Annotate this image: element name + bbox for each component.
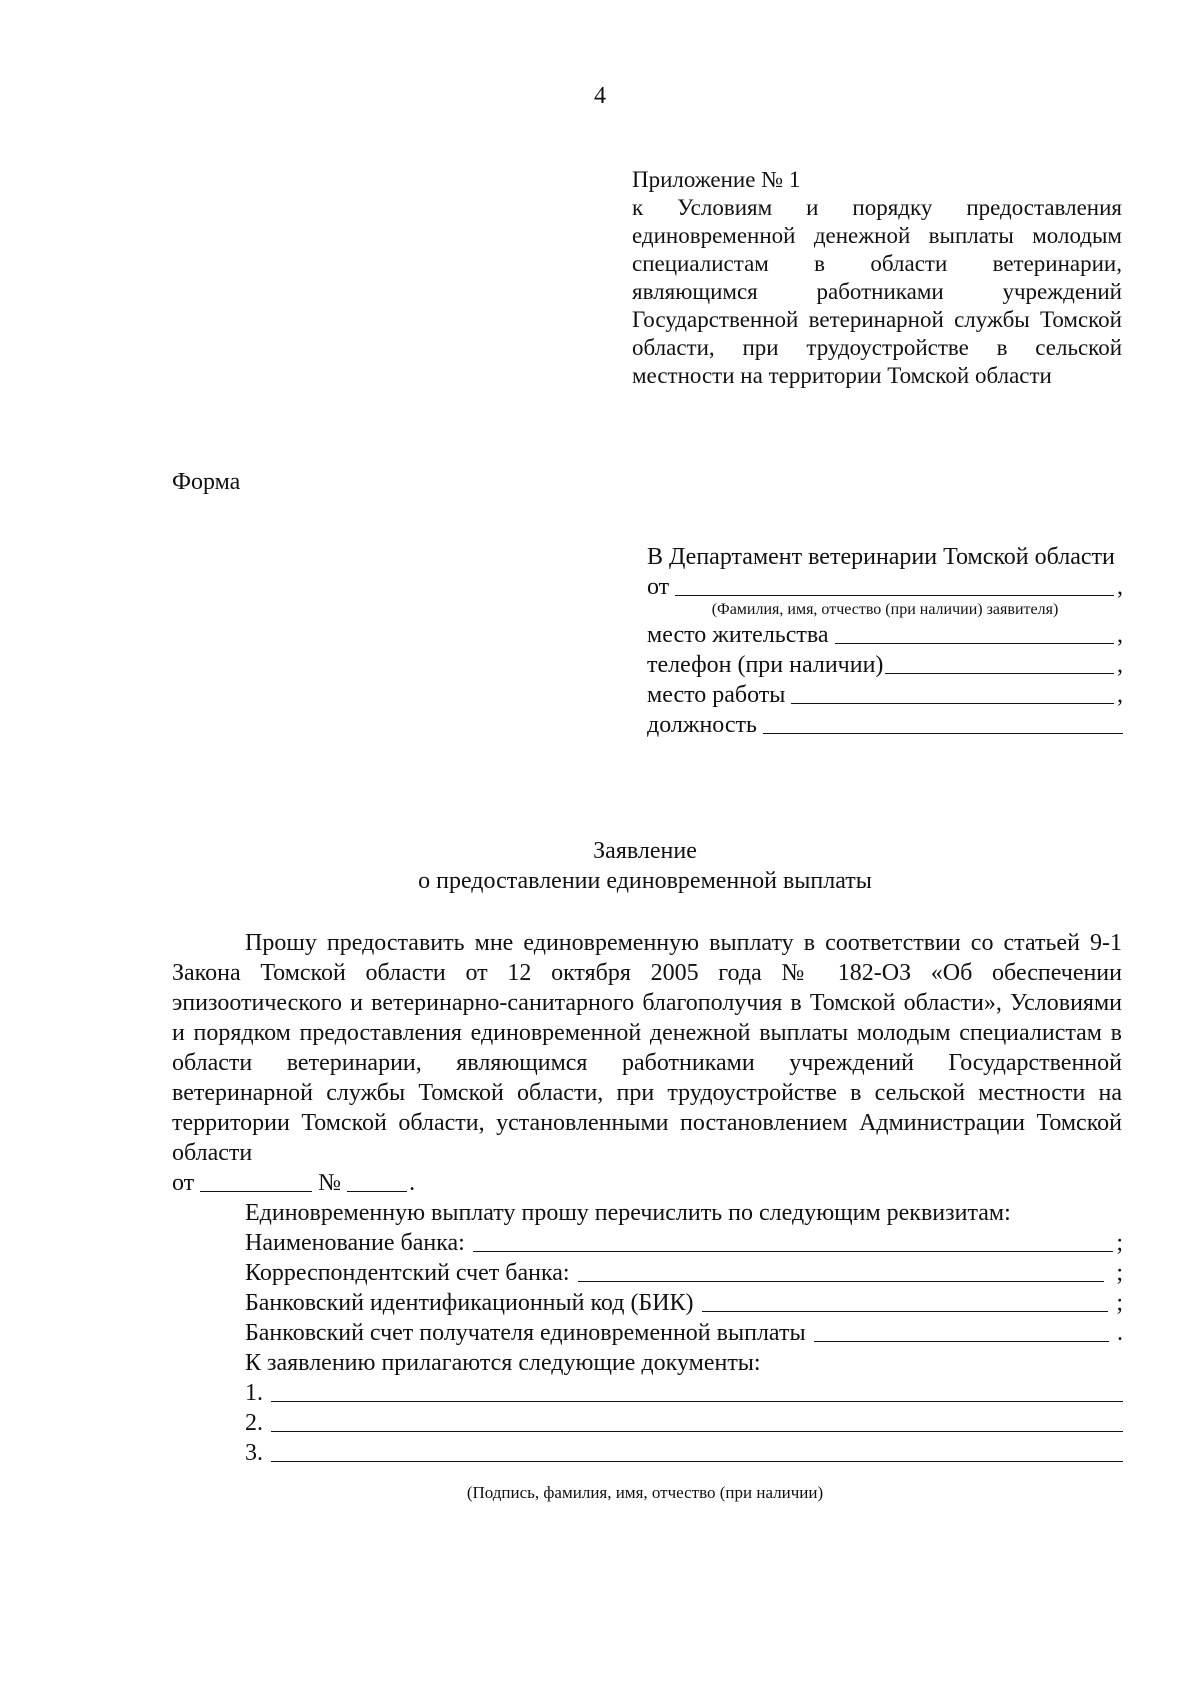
attachment-field-3[interactable] [271,1439,1123,1462]
residence-label: место жительства [647,622,829,648]
position-label: должность [647,712,757,738]
bik-label: Банковский идентификационный код (БИК) [245,1290,694,1316]
attachment-number: 2. [245,1410,263,1436]
attachments-intro: К заявлению прилагаются следующие документы: [245,1350,761,1376]
date-prefix: от [172,1170,195,1196]
period: . [409,1170,416,1196]
addressee-department: В Департамент ветеринарии Томской области [647,544,1115,570]
corr-account-label: Корреспондентский счет банка: [245,1260,570,1286]
period: . [1117,1320,1123,1346]
statement-paragraph: Прошу предоставить мне единовременную выплату в соответствии со статьей 9-1 Закона Томской области от 12 октября 2005 года № 182-ОЗ «Об обеспечении эпизоотического и ветеринарно-санитарного благополучия в Томской области», Условиями и порядком предоставления единовременной денежной выплаты молодым специалистам в области ветеринарии, являющимся работниками учреждений Государственной ветеринарной службы Томской области, при трудоустройстве в сельской местности на территории Томской области, установленными постановлением Администрации Томской области [172,930,1122,1166]
number-sign: № [318,1170,342,1196]
requisites-intro: Единовременную выплату прошу перечислить по следующим реквизитам: [245,1200,1011,1226]
attachment-number: 1. [245,1380,263,1406]
residence-row [647,620,1123,650]
semicolon: ; [1116,1260,1123,1286]
bank-name-field[interactable] [473,1229,1113,1252]
corr-account-row [245,1258,1123,1288]
statement-title: Заявление [593,838,697,864]
semicolon: ; [1116,1290,1123,1316]
resolution-date-line [172,1168,1122,1198]
resolution-number-field[interactable] [347,1169,407,1192]
bank-name-row [245,1228,1123,1258]
addressee-block [647,542,1123,740]
position-row [647,710,1123,740]
bik-row [245,1288,1123,1318]
work-label: место работы [647,682,786,708]
appendix-block [632,166,1122,390]
attachment-row-1 [245,1378,1123,1408]
requisites-block [245,1198,1123,1468]
from-label: от [647,574,670,600]
applicant-name-field[interactable] [675,573,1114,596]
attachment-row-3 [245,1438,1123,1468]
applicant-name-row [647,572,1123,602]
bik-field[interactable] [702,1289,1109,1312]
comma: , [1117,652,1123,678]
appendix-title: Приложение № 1 [632,167,801,192]
applicant-name-hint: (Фамилия, имя, отчество (при наличии) заявителя) [711,601,1059,618]
form-label: Форма [172,469,241,495]
semicolon: ; [1116,1230,1123,1256]
attachment-field-1[interactable] [271,1379,1123,1402]
comma: , [1117,682,1123,708]
attachment-row-2 [245,1408,1123,1438]
recipient-account-field[interactable] [814,1319,1109,1342]
statement-heading [0,836,1200,896]
statement-subtitle: о предоставлении единовременной выплаты [418,868,872,894]
phone-row [647,650,1123,680]
comma: , [1117,574,1123,600]
resolution-date-field[interactable] [200,1169,312,1192]
recipient-account-label: Банковский счет получателя единовременной выплаты [245,1320,806,1346]
recipient-account-row [245,1318,1123,1348]
work-field[interactable] [791,681,1114,704]
phone-label: телефон (при наличии) [647,652,884,678]
page-number: 4 [594,83,606,109]
residence-field[interactable] [835,621,1114,644]
comma: , [1117,622,1123,648]
corr-account-field[interactable] [578,1259,1105,1282]
bank-name-label: Наименование банка: [245,1230,465,1256]
work-row [647,680,1123,710]
appendix-text: к Условиям и порядку предоставления единовременной денежной выплаты молодым специалистам в области ветеринарии, являющимся работниками учреждений Государственной ветеринарной службы Томской области, при трудоустройстве в сельской местности на территории Томской области [632,195,1122,388]
position-field[interactable] [763,711,1123,734]
phone-field[interactable] [885,651,1114,674]
statement-body [172,928,1122,1198]
attachment-number: 3. [245,1440,263,1466]
signature-hint: (Подпись, фамилия, имя, отчество (при наличии) [466,1483,824,1502]
attachment-field-2[interactable] [271,1409,1123,1432]
